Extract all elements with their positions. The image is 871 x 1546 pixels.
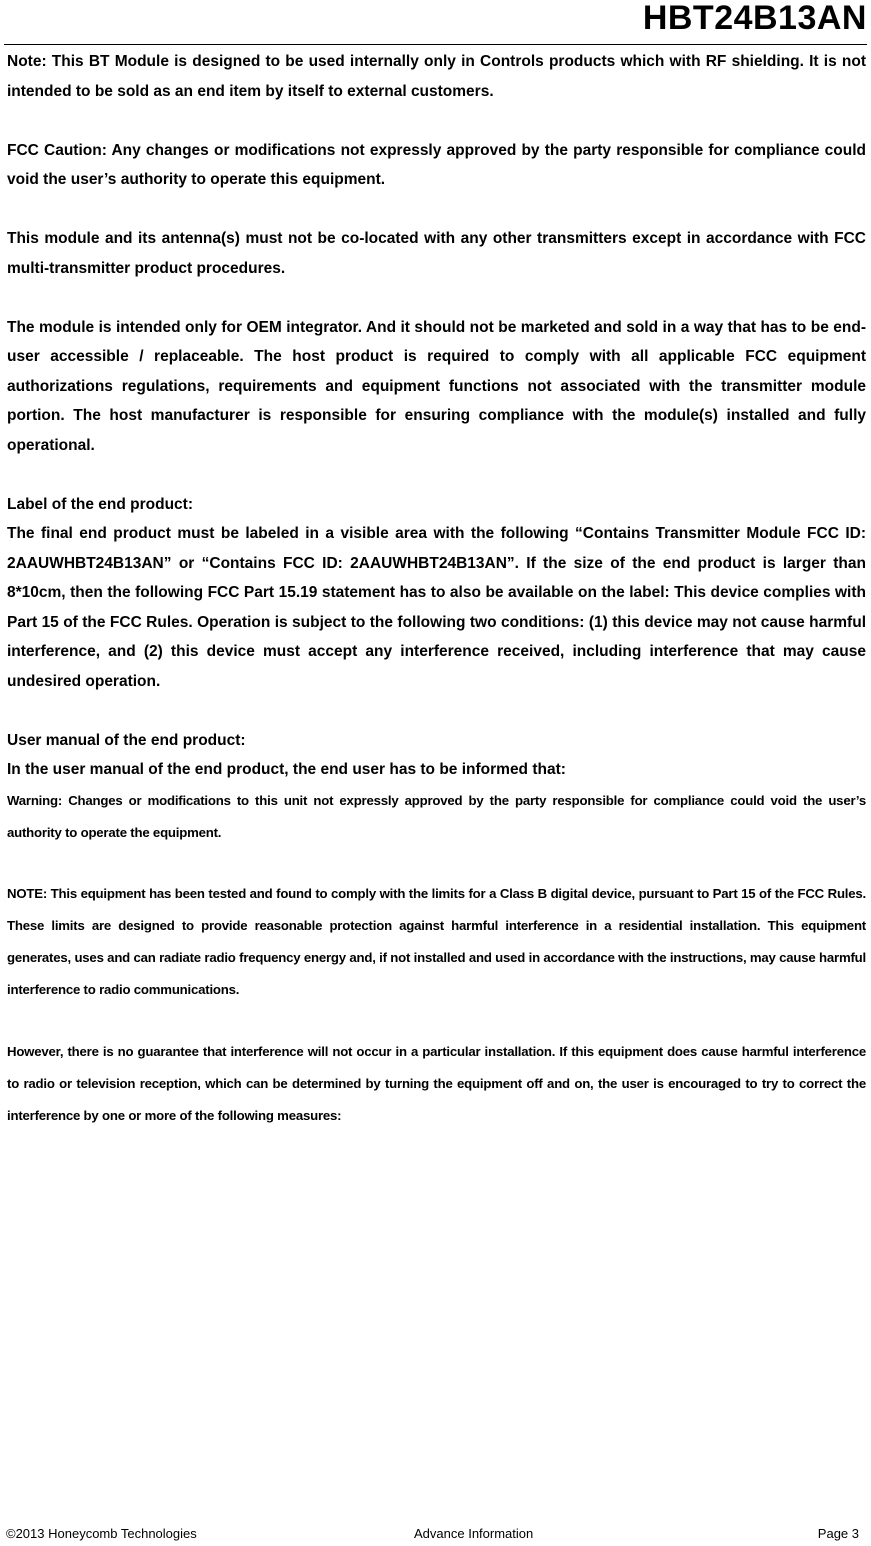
title-divider: [4, 44, 867, 45]
footer-copyright: ©2013 Honeycomb Technologies: [6, 1526, 197, 1541]
class-b-notice-paragraph: NOTE: This equipment has been tested and found to comply with the limits for a Class B digital device, pursuant to Part 15 of the FCC Rules. These limits are designed to provide reasonable protection against harmful interference in a residential installation. This equipment generates, uses and can radiate radio frequency energy and, if not installed and used in accordance with the instructions, may cause harmful interference to radio communications.: [7, 886, 866, 997]
label-paragraph: The final end product must be labeled in a visible area with the following “Contains Transmitter Module FCC ID: 2AAUWHBT24B13AN” or “Contains FCC ID: 2AAUWHBT24B13AN”. If the size of the end product is larger than 8*10cm, then the following FCC Part 15.19 statement has to also be available on the label: This device complies with Part 15 of the FCC Rules. Operation is subject to the following two conditions: (1) this device may not cause harmful interference, and (2) this device must accept any interference received, including interference that may cause undesired operation.: [7, 525, 866, 690]
footer-status: Advance Information: [414, 1526, 534, 1541]
manual-heading: User manual of the end product:: [7, 731, 246, 749]
fcc-caution-paragraph: FCC Caution: Any changes or modifications not expressly approved by the party responsible for compliance could void the user’s authority to operate this equipment.: [7, 141, 866, 188]
footer-page-number: Page 3: [817, 1526, 859, 1541]
warning-paragraph: Warning: Changes or modifications to this unit not expressly approved by the party responsible for compliance could void the user’s authority to operate the equipment.: [7, 792, 866, 840]
document-body: [7, 47, 866, 1132]
document-title: HBT24B13AN: [642, 0, 867, 37]
label-heading: Label of the end product:: [7, 495, 193, 513]
module-note-paragraph: Note: This BT Module is designed to be used internally only in Controls products which with RF shielding. It is not intended to be sold as an end item by itself to external customers.: [7, 53, 866, 100]
colocation-paragraph: This module and its antenna(s) must not be co-located with any other transmitters except in accordance with FCC multi-transmitter product procedures.: [7, 230, 866, 277]
oem-paragraph: The module is intended only for OEM integrator. And it should not be marketed and sold in a way that has to be end-user accessible / replaceable. The host product is required to comply with all applicable FCC equipment authorizations regulations, requirements and equipment functions not associated with the transmitter module portion. The host manufacturer is responsible for ensuring compliance with the module(s) installed and fully operational.: [7, 318, 866, 454]
manual-intro: In the user manual of the end product, the end user has to be informed that:: [7, 761, 566, 778]
interference-measures-paragraph: However, there is no guarantee that interference will not occur in a particular installation. If this equipment does cause harmful interference to radio or television reception, which can be determined by turning the equipment off and on, the user is encouraged to try to correct the interference by one or more of the following measures:: [7, 1043, 866, 1123]
